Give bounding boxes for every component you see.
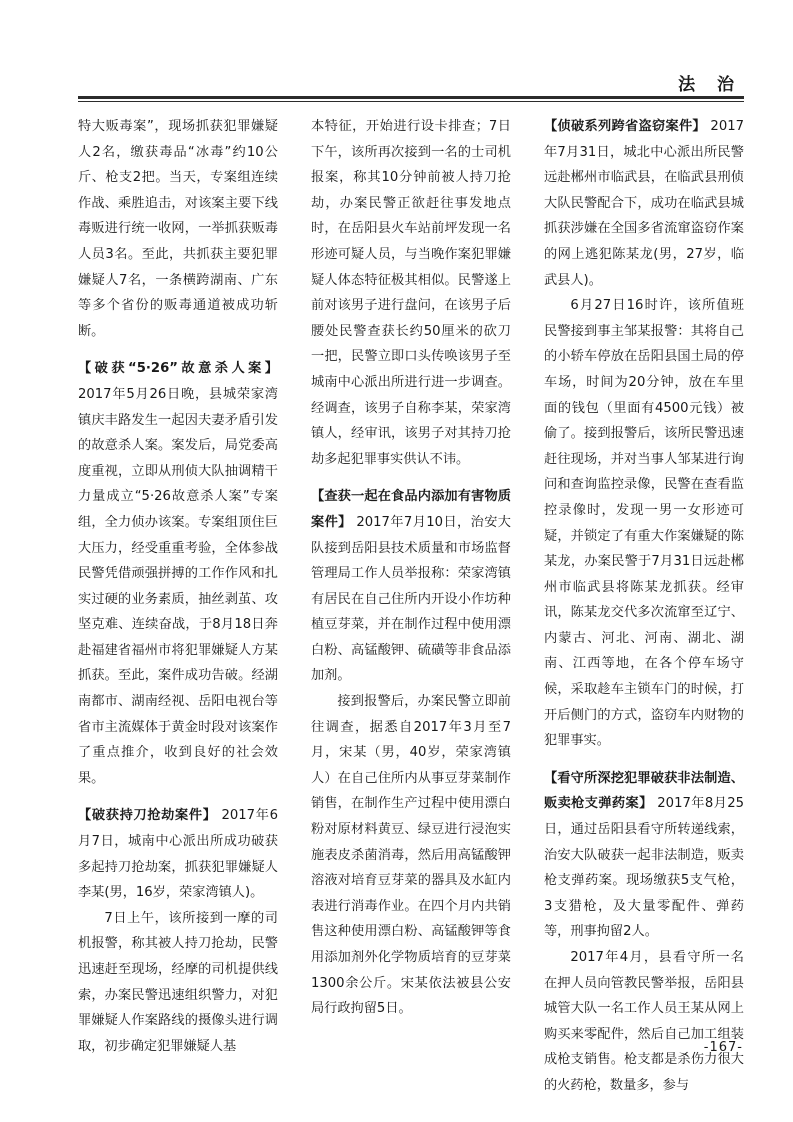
item-body: 2017年7月31日，城北中心派出所民警远赴郴州市临武县，在临武县刑侦大队民警配合下，成功在临武县城抓获涉嫌在全国多省流窜盗窃作案的网上逃犯陈某龙(男，27岁，临武县人)。 xyxy=(544,119,744,288)
page-number: -167- xyxy=(703,1040,743,1055)
item-body: 2017年8月25日，通过岳阳县看守所转递线索，治安大队破获一起非法制造，贩卖枪支弹药案。现场缴获5支气枪，3支猎枪，及大量零配件、弹药等，刑事拘留2人。 xyxy=(544,796,744,940)
continued-paragraph: 本特征，开始进行设卡排查；7日下午，该所再次接到一名的士司机报案，称其10分钟前被人持刀抢劫，办案民警正欲赶往事发地点时，在岳阳县火车站前坪发现一名形迹可疑人员，与当晚作案犯罪嫌疑人体态特征极其相似。民警遂上前对该男子进行盘问，在该男子后腰处民警查获长约50厘米的砍刀一把，民警立即口头传唤该男子至城南中心派出所进行进一步调查。经调查，该男子自称李某，荣家湾镇人，经审讯，该男子对其持刀抢劫多起犯罪事实供认不讳。 xyxy=(311,119,511,467)
news-item xyxy=(311,484,511,689)
news-item xyxy=(78,356,278,791)
news-item xyxy=(544,114,744,293)
item-body: 2017年7月10日，治安大队接到岳阳县技术质量和市场监督管理局工作人员举报称：荣家湾镇有居民在自己住所内开设小作坊种植豆芽菜，并在制作过程中使用漂白粉、高锰酸钾、硫磺等非食品添加剂。 xyxy=(311,514,511,684)
running-header xyxy=(78,60,744,102)
news-item xyxy=(544,766,744,945)
news-item xyxy=(78,803,278,905)
item-heading: 【查获一起在食品内添加有害物质案件】 xyxy=(311,489,511,530)
item-heading: 【破获“5·26”故意杀人案】 xyxy=(78,361,278,377)
item-body: 2017年5月26日晚，县城荣家湾镇庆丰路发生一起因夫妻矛盾引发的故意杀人案。案发后，局党委高度重视，立即从刑侦大队抽调精干力量成立“5·26故意杀人案”专案组，全力侦办该案。专案组顶住巨大压力，经受重重考验，全体参战民警凭借顽强拼搏的工作作风和扎实过硬的业务素质，抽丝剥茧、攻坚克难、连续奋战，于8月18日奔赴福建省福州市将犯罪嫌疑人方某抓获。至此，案件成功告破。经湖南都市、湖南经视、岳阳电视台等省市主流媒体于黄金时段对该案作了重点推介，收到良好的社会效果。 xyxy=(78,386,278,786)
paragraph: 6月27日16时许，该所值班民警接到事主邹某报警：其将自己的小轿车停放在岳阳县国土局的停车场，时间为20分钟，放在车里面的钱包（里面有4500元钱）被偷了。接到报警后，该所民警迅速赶往现场，并对当事人邹某进行询问和查询监控录像，民警在查看监控录像时，发现一男一女形迹可疑，并锁定了有重大作案嫌疑的陈某龙，办案民警于7月31日远赴郴州市临武县将陈某龙抓获。经审讯，陈某龙交代多次流窜至辽宁、内蒙古、河北、河南、湖北、湖南、江西等地，在各个停车场守候，采取趁车主锁车门的时候，打开后侧门的方式，盗窃车内财物的犯罪事实。 xyxy=(544,298,744,749)
continued-paragraph: 特大贩毒案”，现场抓获犯罪嫌疑人2名，缴获毒品“冰毒”约10公斤、枪支2把。当天，专案组连续作战、乘胜追击，对该案主要下线毒贩进行统一收网，一举抓获贩毒人员3名。至此，共抓获主要犯罪嫌疑人7名，一条横跨湖南、广东等多个省份的贩毒通道被成功斩断。 xyxy=(78,119,278,339)
header-rule-thin xyxy=(78,101,744,102)
paragraph: 7日上午，该所接到一摩的司机报警，称其被人持刀抢劫，民警迅速赶至现场，经摩的司机提供线索，办案民警迅速组织警力，对犯罪嫌疑人作案路线的摄像头进行调取，初步确定犯罪嫌疑人基 xyxy=(78,910,278,1054)
item-heading: 【侦破系列跨省盗窃案件】 xyxy=(544,119,706,134)
header-rule-thick xyxy=(78,96,744,99)
section-title: 法 治 xyxy=(678,75,742,95)
item-body: 2017年6月7日，城南中心派出所成功破获多起持刀抢劫案，抓获犯罪嫌疑人李某(男，16岁，荣家湾镇人)。 xyxy=(78,808,278,901)
paragraph: 2017年4月，县看守所一名在押人员向管教民警举报，岳阳县城管大队一名工作人员王某从网上购买来零配件，然后自己加工组装成枪支销售。枪支都是杀伤力很大的火药枪，数量多，参与 xyxy=(544,950,744,1093)
item-heading: 【看守所深挖犯罪破获非法制造、贩卖枪支弹药案】 xyxy=(544,770,744,812)
text-column-1 xyxy=(78,114,278,1054)
paragraph: 接到报警后，办案民警立即前往调查，据悉自2017年3月至7月，宋某（男，40岁，荣家湾镇人）在自己住所内从事豆芽菜制作销售，在制作生产过程中使用漂白粉对原材料黄豆、绿豆进行浸泡实施表皮杀菌消毒，然后用高锰酸钾溶液对培育豆芽菜的器具及水缸内表进行消毒作业。在四个月内共销售这种使用漂白粉、高锰酸钾等食用添加剂外化学物质培育的豆芽菜1300余公斤。宋某依法被县公安局行政拘留5日。 xyxy=(311,694,511,1017)
text-column-2 xyxy=(311,114,511,1034)
item-heading: 【破获持刀抢劫案件】 xyxy=(78,808,217,824)
